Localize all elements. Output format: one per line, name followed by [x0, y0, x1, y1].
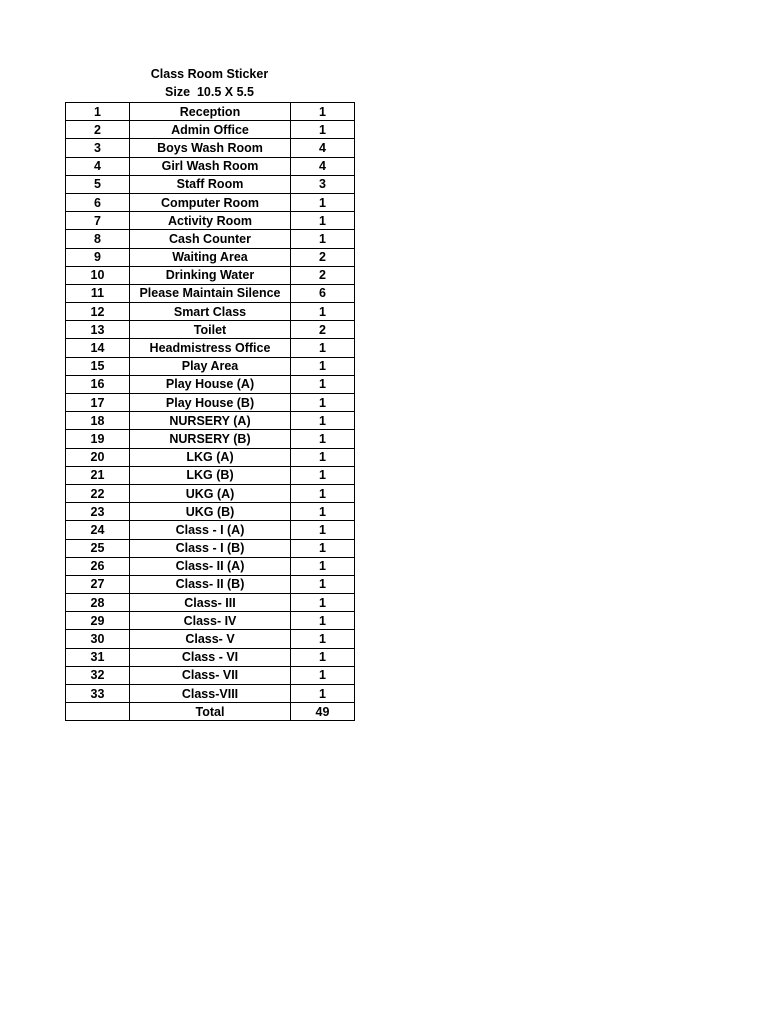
table-row [66, 139, 355, 157]
total-quantity-cell: 49 [291, 703, 355, 721]
row-number-cell: 8 [66, 230, 130, 248]
table-row [66, 175, 355, 193]
sheet-title: Class Room Sticker [150, 67, 269, 81]
room-name-cell: Class - I (B) [130, 539, 291, 557]
table-row [66, 557, 355, 575]
room-name-cell: Class- III [130, 594, 291, 612]
table-row [66, 266, 355, 284]
quantity-cell: 1 [291, 539, 355, 557]
quantity-cell: 1 [291, 557, 355, 575]
room-name-cell: LKG (B) [130, 466, 291, 484]
table-row [66, 466, 355, 484]
quantity-cell: 2 [291, 248, 355, 266]
quantity-cell: 4 [291, 139, 355, 157]
quantity-cell: 4 [291, 157, 355, 175]
sticker-size-label: Size 10.5 X 5.5 [165, 85, 254, 99]
row-number-cell: 15 [66, 357, 130, 375]
quantity-cell: 1 [291, 503, 355, 521]
quantity-cell: 1 [291, 303, 355, 321]
table-row [66, 685, 355, 703]
row-number-cell: 19 [66, 430, 130, 448]
table-row [66, 503, 355, 521]
room-name-cell: Class- V [130, 630, 291, 648]
table-row [66, 212, 355, 230]
room-name-cell: Cash Counter [130, 230, 291, 248]
quantity-cell: 1 [291, 448, 355, 466]
total-number-cell [66, 703, 130, 721]
quantity-cell: 1 [291, 466, 355, 484]
row-number-cell: 17 [66, 394, 130, 412]
row-number-cell: 11 [66, 284, 130, 302]
room-name-cell: Play Area [130, 357, 291, 375]
row-number-cell: 22 [66, 484, 130, 502]
table-row [66, 448, 355, 466]
row-number-cell: 18 [66, 412, 130, 430]
quantity-cell: 1 [291, 339, 355, 357]
table-row [66, 484, 355, 502]
row-number-cell: 23 [66, 503, 130, 521]
row-number-cell: 26 [66, 557, 130, 575]
room-name-cell: Class-VIII [130, 685, 291, 703]
quantity-cell: 1 [291, 212, 355, 230]
quantity-cell: 2 [291, 321, 355, 339]
quantity-cell: 1 [291, 484, 355, 502]
room-name-cell: Play House (B) [130, 394, 291, 412]
table-row [66, 321, 355, 339]
quantity-cell: 1 [291, 630, 355, 648]
quantity-cell: 1 [291, 594, 355, 612]
quantity-cell: 1 [291, 394, 355, 412]
table-row [66, 230, 355, 248]
row-number-cell: 2 [66, 121, 130, 139]
table-row [66, 430, 355, 448]
quantity-cell: 1 [291, 230, 355, 248]
table-row [66, 248, 355, 266]
room-name-cell: Class- VII [130, 666, 291, 684]
table-row [66, 539, 355, 557]
room-name-cell: LKG (A) [130, 448, 291, 466]
row-number-cell: 16 [66, 375, 130, 393]
room-name-cell: Admin Office [130, 121, 291, 139]
quantity-cell: 1 [291, 612, 355, 630]
table-row [66, 630, 355, 648]
quantity-cell: 1 [291, 193, 355, 211]
table-row [66, 284, 355, 302]
room-name-cell: Staff Room [130, 175, 291, 193]
table-row [66, 193, 355, 211]
room-name-cell: Computer Room [130, 193, 291, 211]
quantity-cell: 2 [291, 266, 355, 284]
table-row [66, 648, 355, 666]
room-name-cell: Activity Room [130, 212, 291, 230]
quantity-cell: 1 [291, 666, 355, 684]
quantity-cell: 1 [291, 685, 355, 703]
row-number-cell: 6 [66, 193, 130, 211]
table-row [66, 594, 355, 612]
row-number-cell: 33 [66, 685, 130, 703]
table-row [66, 121, 355, 139]
room-name-cell: UKG (A) [130, 484, 291, 502]
row-number-cell: 10 [66, 266, 130, 284]
table-row [66, 666, 355, 684]
row-number-cell: 28 [66, 594, 130, 612]
row-number-cell: 1 [66, 103, 130, 121]
sticker-table [65, 102, 355, 721]
total-row [66, 703, 355, 721]
quantity-cell: 1 [291, 357, 355, 375]
quantity-cell: 1 [291, 375, 355, 393]
room-name-cell: Class- II (A) [130, 557, 291, 575]
quantity-cell: 1 [291, 121, 355, 139]
table-row [66, 303, 355, 321]
room-name-cell: Reception [130, 103, 291, 121]
table-row [66, 521, 355, 539]
row-number-cell: 29 [66, 612, 130, 630]
room-name-cell: Boys Wash Room [130, 139, 291, 157]
table-row [66, 357, 355, 375]
table-row [66, 103, 355, 121]
table-row [66, 394, 355, 412]
table-row [66, 375, 355, 393]
room-name-cell: Class- II (B) [130, 575, 291, 593]
room-name-cell: Headmistress Office [130, 339, 291, 357]
room-name-cell: Please Maintain Silence [130, 284, 291, 302]
row-number-cell: 20 [66, 448, 130, 466]
room-name-cell: NURSERY (A) [130, 412, 291, 430]
row-number-cell: 30 [66, 630, 130, 648]
row-number-cell: 13 [66, 321, 130, 339]
row-number-cell: 31 [66, 648, 130, 666]
room-name-cell: Waiting Area [130, 248, 291, 266]
row-number-cell: 3 [66, 139, 130, 157]
sticker-table-body [66, 103, 355, 721]
row-number-cell: 32 [66, 666, 130, 684]
quantity-cell: 1 [291, 521, 355, 539]
row-number-cell: 12 [66, 303, 130, 321]
table-row [66, 612, 355, 630]
quantity-cell: 3 [291, 175, 355, 193]
room-name-cell: Smart Class [130, 303, 291, 321]
quantity-cell: 1 [291, 430, 355, 448]
row-number-cell: 25 [66, 539, 130, 557]
table-row [66, 575, 355, 593]
table-row [66, 157, 355, 175]
room-name-cell: Class - I (A) [130, 521, 291, 539]
row-number-cell: 7 [66, 212, 130, 230]
row-number-cell: 5 [66, 175, 130, 193]
room-name-cell: UKG (B) [130, 503, 291, 521]
row-number-cell: 9 [66, 248, 130, 266]
room-name-cell: Toilet [130, 321, 291, 339]
row-number-cell: 14 [66, 339, 130, 357]
row-number-cell: 27 [66, 575, 130, 593]
quantity-cell: 1 [291, 575, 355, 593]
table-row [66, 339, 355, 357]
room-name-cell: Play House (A) [130, 375, 291, 393]
room-name-cell: NURSERY (B) [130, 430, 291, 448]
quantity-cell: 1 [291, 648, 355, 666]
room-name-cell: Girl Wash Room [130, 157, 291, 175]
room-name-cell: Class - VI [130, 648, 291, 666]
quantity-cell: 6 [291, 284, 355, 302]
table-row [66, 412, 355, 430]
quantity-cell: 1 [291, 103, 355, 121]
quantity-cell: 1 [291, 412, 355, 430]
row-number-cell: 24 [66, 521, 130, 539]
room-name-cell: Class- IV [130, 612, 291, 630]
room-name-cell: Drinking Water [130, 266, 291, 284]
row-number-cell: 4 [66, 157, 130, 175]
row-number-cell: 21 [66, 466, 130, 484]
total-label-cell: Total [130, 703, 291, 721]
